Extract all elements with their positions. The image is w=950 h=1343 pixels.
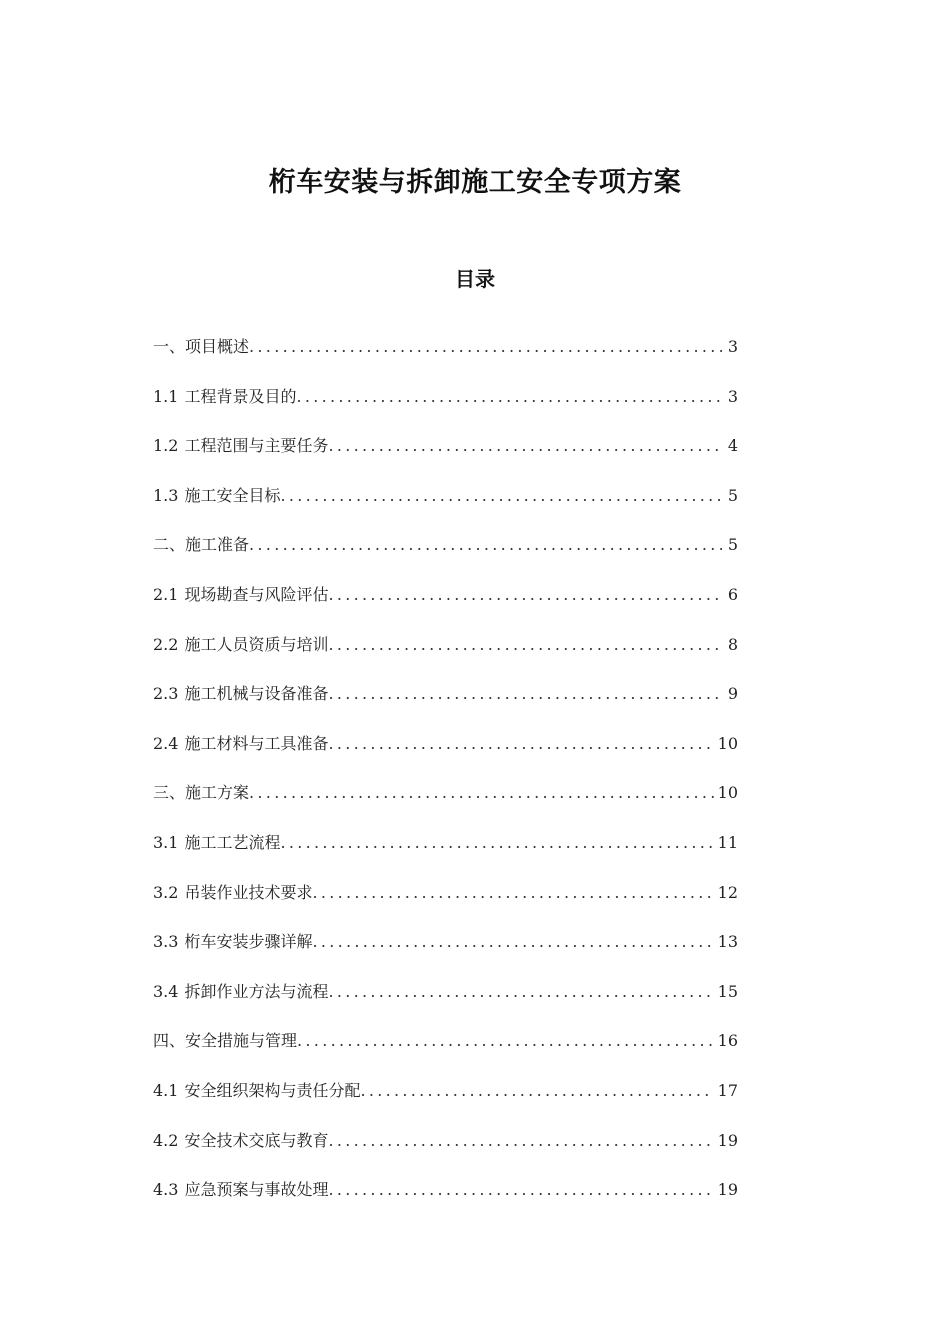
toc-entry-number: 1.2 bbox=[153, 436, 179, 456]
dot-leader bbox=[328, 582, 722, 608]
toc-entry-text: 施工材料与工具准备 bbox=[184, 733, 329, 753]
dot-leader bbox=[328, 979, 713, 1005]
toc-entry[interactable] bbox=[153, 1128, 738, 1178]
toc-entry-number: 4.1 bbox=[153, 1080, 179, 1100]
toc-entry-text: 安全措施与管理 bbox=[185, 1031, 298, 1051]
toc-entry-label bbox=[153, 1028, 297, 1054]
toc-entry-number: 3.1 bbox=[153, 832, 179, 852]
dot-leader bbox=[328, 433, 722, 459]
dot-leader bbox=[280, 483, 722, 509]
toc-entry-label bbox=[153, 731, 328, 757]
dot-leader bbox=[328, 731, 713, 757]
toc-page-number: 10 bbox=[717, 783, 738, 803]
toc-entry-text: 工程范围与主要任务 bbox=[184, 436, 329, 456]
toc-page-number: 13 bbox=[717, 932, 738, 952]
toc-entry-text: 施工准备 bbox=[185, 535, 250, 555]
toc-entry-label bbox=[153, 880, 312, 906]
toc-page-number: 19 bbox=[717, 1180, 738, 1200]
toc-entry-number: 2.1 bbox=[153, 584, 179, 604]
toc-entry[interactable] bbox=[153, 780, 738, 830]
toc-entry-number: 4.3 bbox=[153, 1180, 179, 1200]
table-of-contents bbox=[153, 334, 738, 1227]
toc-entry-number: 二、 bbox=[153, 535, 186, 555]
toc-entry[interactable] bbox=[153, 334, 738, 384]
dot-leader bbox=[296, 384, 722, 410]
dot-leader bbox=[297, 1028, 714, 1054]
toc-entry-label bbox=[153, 433, 328, 459]
toc-entry[interactable] bbox=[153, 384, 738, 434]
toc-page-number: 12 bbox=[717, 882, 738, 902]
toc-entry[interactable] bbox=[153, 433, 738, 483]
toc-entry[interactable] bbox=[153, 880, 738, 930]
toc-entry[interactable] bbox=[153, 731, 738, 781]
toc-entry-label bbox=[153, 780, 249, 806]
toc-entry-number: 1.1 bbox=[153, 386, 179, 406]
toc-entry-number: 三、 bbox=[153, 783, 186, 803]
toc-page-number: 16 bbox=[717, 1031, 738, 1051]
toc-entry[interactable] bbox=[153, 582, 738, 632]
dot-leader bbox=[328, 681, 722, 707]
toc-entry[interactable] bbox=[153, 1078, 738, 1128]
toc-entry-number: 1.3 bbox=[153, 485, 179, 505]
toc-entry-number: 四、 bbox=[153, 1031, 186, 1051]
toc-entry-label bbox=[153, 384, 296, 410]
dot-leader bbox=[249, 532, 722, 558]
toc-entry[interactable] bbox=[153, 632, 738, 682]
toc-entry-label bbox=[153, 483, 280, 509]
toc-page-number: 8 bbox=[727, 634, 738, 654]
toc-entry[interactable] bbox=[153, 483, 738, 533]
toc-entry-label bbox=[153, 582, 328, 608]
toc-entry-text: 施工人员资质与培训 bbox=[184, 634, 329, 654]
toc-entry[interactable] bbox=[153, 1028, 738, 1078]
dot-leader bbox=[328, 1177, 713, 1203]
toc-entry-text: 工程背景及目的 bbox=[184, 386, 297, 406]
toc-page-number: 3 bbox=[727, 386, 738, 406]
toc-page-number: 4 bbox=[727, 436, 738, 456]
toc-entry[interactable] bbox=[153, 681, 738, 731]
toc-heading: 目录 bbox=[455, 267, 495, 291]
toc-entry[interactable] bbox=[153, 979, 738, 1029]
toc-entry-text: 施工安全目标 bbox=[184, 485, 281, 505]
toc-entry-number: 3.3 bbox=[153, 932, 179, 952]
toc-entry-label bbox=[153, 632, 328, 658]
toc-entry-label bbox=[153, 1128, 328, 1154]
toc-entry[interactable] bbox=[153, 929, 738, 979]
dot-leader bbox=[312, 929, 713, 955]
toc-entry-text: 吊装作业技术要求 bbox=[184, 882, 313, 902]
toc-entry-text: 桁车安装步骤详解 bbox=[184, 932, 313, 952]
toc-entry-text: 应急预案与事故处理 bbox=[184, 1180, 329, 1200]
toc-entry-number: 2.4 bbox=[153, 733, 179, 753]
toc-entry-label bbox=[153, 830, 280, 856]
toc-page-number: 5 bbox=[727, 485, 738, 505]
toc-entry-text: 项目概述 bbox=[185, 337, 250, 356]
toc-entry-label bbox=[153, 979, 328, 1005]
toc-entry-number: 一、 bbox=[153, 337, 186, 356]
dot-leader bbox=[249, 334, 722, 360]
toc-entry-text: 施工方案 bbox=[185, 783, 250, 803]
toc-page-number: 5 bbox=[727, 535, 738, 555]
toc-entry-text: 安全技术交底与教育 bbox=[184, 1130, 329, 1150]
toc-entry-label bbox=[153, 1177, 328, 1203]
toc-entry-label bbox=[153, 532, 249, 558]
toc-page-number: 9 bbox=[727, 684, 738, 704]
toc-entry-number: 3.4 bbox=[153, 981, 179, 1001]
toc-entry-label bbox=[153, 1078, 360, 1104]
toc-entry-text: 安全组织架构与责任分配 bbox=[184, 1080, 361, 1100]
toc-page-number: 3 bbox=[727, 337, 738, 356]
dot-leader bbox=[360, 1078, 713, 1104]
dot-leader bbox=[312, 880, 713, 906]
toc-page-number: 11 bbox=[717, 832, 738, 852]
toc-entry-text: 现场勘查与风险评估 bbox=[184, 584, 329, 604]
toc-entry-label bbox=[153, 929, 312, 955]
dot-leader bbox=[280, 830, 713, 856]
toc-entry-number: 2.2 bbox=[153, 634, 179, 654]
toc-entry-text: 拆卸作业方法与流程 bbox=[184, 981, 329, 1001]
toc-page-number: 6 bbox=[727, 584, 738, 604]
toc-entry-text: 施工机械与设备准备 bbox=[184, 684, 329, 704]
toc-entry-label bbox=[153, 681, 328, 707]
toc-page-number: 19 bbox=[717, 1130, 738, 1150]
toc-entry[interactable] bbox=[153, 532, 738, 582]
toc-page-number: 10 bbox=[717, 733, 738, 753]
toc-entry-number: 3.2 bbox=[153, 882, 179, 902]
toc-entry-number: 2.3 bbox=[153, 684, 179, 704]
dot-leader bbox=[249, 780, 714, 806]
toc-page-number: 15 bbox=[717, 981, 738, 1001]
toc-entry[interactable] bbox=[153, 1177, 738, 1227]
toc-entry-number: 4.2 bbox=[153, 1130, 179, 1150]
toc-entry-text: 施工工艺流程 bbox=[184, 832, 281, 852]
dot-leader bbox=[328, 632, 722, 658]
dot-leader bbox=[328, 1128, 713, 1154]
toc-page-number: 17 bbox=[717, 1080, 738, 1100]
toc-entry-label bbox=[153, 334, 249, 360]
toc-entry[interactable] bbox=[153, 830, 738, 880]
document-title: 桁车安装与拆卸施工安全专项方案 bbox=[268, 167, 682, 198]
